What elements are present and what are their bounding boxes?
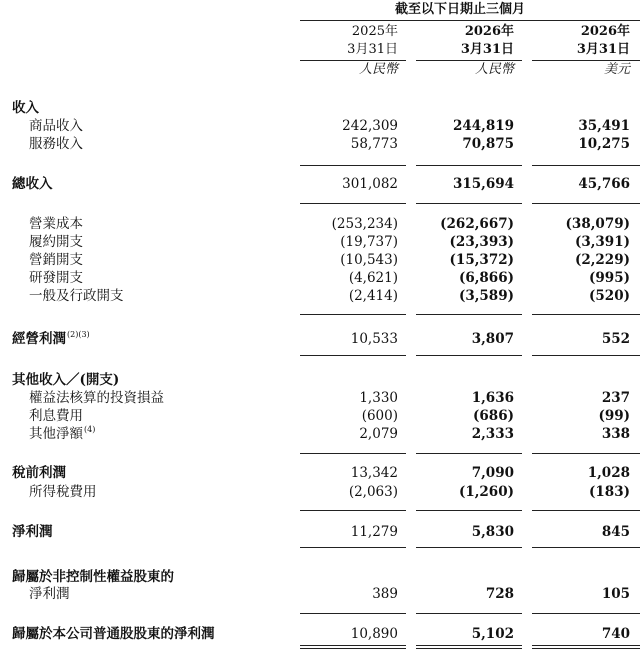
row-value-col-1: 2,079 (359, 426, 398, 442)
total-rule (532, 165, 640, 166)
col-1-currency: 人民幣 (358, 62, 398, 77)
col-2-date: 3月31日 (460, 42, 514, 57)
row-value-col-3: (183) (589, 484, 630, 500)
statement-row (0, 268, 640, 288)
row-value-col-2: 2,333 (471, 426, 514, 442)
total-rule (416, 314, 522, 315)
col-3-currency: 美元 (603, 62, 630, 77)
statement-row (0, 98, 640, 118)
total-rule (300, 613, 406, 614)
row-value-col-3: 740 (601, 626, 630, 642)
row-label: 所得稅費用 (29, 484, 97, 500)
total-rule (416, 510, 522, 511)
total-rule (300, 203, 406, 204)
col-1-year: 2025年 (351, 24, 398, 39)
col-2-year: 2026年 (464, 24, 514, 39)
row-value-col-3: 338 (601, 426, 630, 442)
row-value-col-3: 845 (601, 524, 630, 540)
row-label: 歸屬於本公司普通股股東的淨利潤 (12, 626, 215, 642)
row-value-col-1: (253,234) (331, 216, 398, 232)
row-value-col-1: (10,543) (340, 252, 398, 268)
statement-row (0, 174, 640, 194)
row-label: 經營利潤 (12, 331, 66, 347)
row-label: 總收入 (12, 176, 53, 192)
row-value-col-2: (686) (473, 408, 514, 424)
row-value-col-2: (15,372) (449, 252, 514, 268)
row-value-col-2: (1,260) (458, 484, 514, 500)
row-value-col-2: 1,636 (471, 390, 514, 406)
header-divider (300, 20, 640, 21)
row-value-col-3: (2,229) (574, 252, 630, 268)
row-label: 履約開支 (29, 234, 83, 250)
row-label: 利息費用 (29, 408, 83, 424)
row-label: 其他淨額 (29, 426, 83, 442)
statement-row (0, 463, 640, 483)
statement-row (0, 370, 640, 390)
statement-row (0, 250, 640, 270)
col-3-date: 3月31日 (576, 42, 630, 57)
row-value-col-3: 552 (601, 331, 630, 347)
row-value-col-1: 389 (372, 586, 398, 602)
col-1-rule (300, 60, 406, 61)
row-label: 收入 (12, 100, 39, 116)
statement-row (0, 232, 640, 252)
total-rule (416, 355, 522, 356)
row-value-col-1: (600) (361, 408, 398, 424)
row-value-col-3: (995) (589, 270, 630, 286)
statement-row (0, 406, 640, 426)
statement-row (0, 286, 640, 306)
row-value-col-3: (520) (589, 288, 630, 304)
row-value-col-2: 315,694 (452, 176, 514, 192)
row-value-col-2: 3,807 (471, 331, 514, 347)
row-value-col-3: (38,079) (565, 216, 630, 232)
row-value-col-3: 105 (601, 586, 630, 602)
col-2-rule (416, 60, 522, 61)
row-value-col-3: 35,491 (578, 118, 630, 134)
total-rule (532, 355, 640, 356)
row-value-col-2: (23,393) (449, 234, 514, 250)
col-3-rule (532, 60, 640, 61)
row-label: 淨利潤 (12, 524, 53, 540)
total-rule (300, 510, 406, 511)
statement-row (0, 522, 640, 542)
total-rule (416, 547, 522, 548)
row-label: 稅前利潤 (12, 465, 66, 481)
row-label: 權益法核算的投資損益 (29, 390, 164, 406)
row-value-col-2: 244,819 (452, 118, 514, 134)
row-value-col-1: 10,533 (350, 331, 398, 347)
row-value-col-2: (3,589) (458, 288, 514, 304)
footnote-ref: (2)(3) (67, 330, 90, 339)
row-value-col-1: 1,330 (359, 390, 398, 406)
total-rule (300, 547, 406, 548)
row-label: 營銷開支 (29, 252, 83, 268)
total-rule (532, 613, 640, 614)
total-rule (532, 645, 640, 646)
row-value-col-1: 58,773 (350, 136, 398, 152)
total-rule (416, 453, 522, 454)
statement-row (0, 584, 640, 604)
total-rule (532, 648, 640, 649)
statement-row (0, 214, 640, 234)
row-value-col-1: (2,414) (348, 288, 398, 304)
total-rule (416, 645, 522, 646)
row-label: 商品收入 (29, 118, 83, 134)
row-value-col-2: (6,866) (458, 270, 514, 286)
row-label: 營業成本 (29, 216, 83, 232)
row-value-col-3: 10,275 (578, 136, 630, 152)
row-value-col-3: (99) (598, 408, 630, 424)
total-rule (300, 314, 406, 315)
total-rule (532, 203, 640, 204)
row-label: 一般及行政開支 (29, 288, 124, 304)
total-rule (300, 355, 406, 356)
row-label: 研發開支 (29, 270, 83, 286)
row-value-col-1: (19,737) (340, 234, 398, 250)
row-value-col-3: (3,391) (574, 234, 630, 250)
row-value-col-1: (2,063) (348, 484, 398, 500)
total-rule (300, 453, 406, 454)
total-rule (416, 648, 522, 649)
row-value-col-2: 7,090 (471, 465, 514, 481)
row-value-col-3: 237 (601, 390, 630, 406)
col-2-currency: 人民幣 (474, 62, 514, 77)
footnote-ref: (4) (84, 425, 96, 434)
statement-row (0, 624, 640, 644)
row-value-col-1: 13,342 (350, 465, 398, 481)
statement-row (0, 329, 640, 349)
total-rule (416, 203, 522, 204)
period-title: 截至以下日期止三個月 (395, 2, 526, 17)
row-value-col-1: 242,309 (342, 118, 398, 134)
total-rule (416, 613, 522, 614)
col-1-date: 3月31日 (347, 42, 398, 57)
total-rule (300, 645, 406, 646)
row-label: 服務收入 (29, 136, 83, 152)
row-value-col-2: 5,830 (471, 524, 514, 540)
row-label: 淨利潤 (29, 586, 70, 602)
row-value-col-1: 10,890 (350, 626, 398, 642)
row-label: 其他收入／(開支) (12, 372, 120, 388)
row-label: 歸屬於非控制性權益股東的 (12, 569, 174, 585)
row-value-col-1: 301,082 (342, 176, 398, 192)
row-value-col-2: 70,875 (462, 136, 514, 152)
total-rule (300, 165, 406, 166)
statement-row (0, 134, 640, 154)
row-value-col-2: 728 (485, 586, 514, 602)
total-rule (532, 510, 640, 511)
total-rule (416, 165, 522, 166)
total-rule (532, 314, 640, 315)
row-value-col-1: 11,279 (350, 524, 398, 540)
total-rule (532, 453, 640, 454)
statement-row (0, 482, 640, 502)
row-value-col-2: 5,102 (471, 626, 514, 642)
statement-row (0, 116, 640, 136)
total-rule (300, 648, 406, 649)
row-value-col-3: 1,028 (587, 465, 630, 481)
col-3-year: 2026年 (580, 24, 630, 39)
statement-row (0, 388, 640, 408)
row-value-col-2: (262,667) (440, 216, 514, 232)
row-value-col-1: (4,621) (348, 270, 398, 286)
total-rule (532, 547, 640, 548)
statement-row (0, 424, 640, 444)
row-value-col-3: 45,766 (578, 176, 630, 192)
